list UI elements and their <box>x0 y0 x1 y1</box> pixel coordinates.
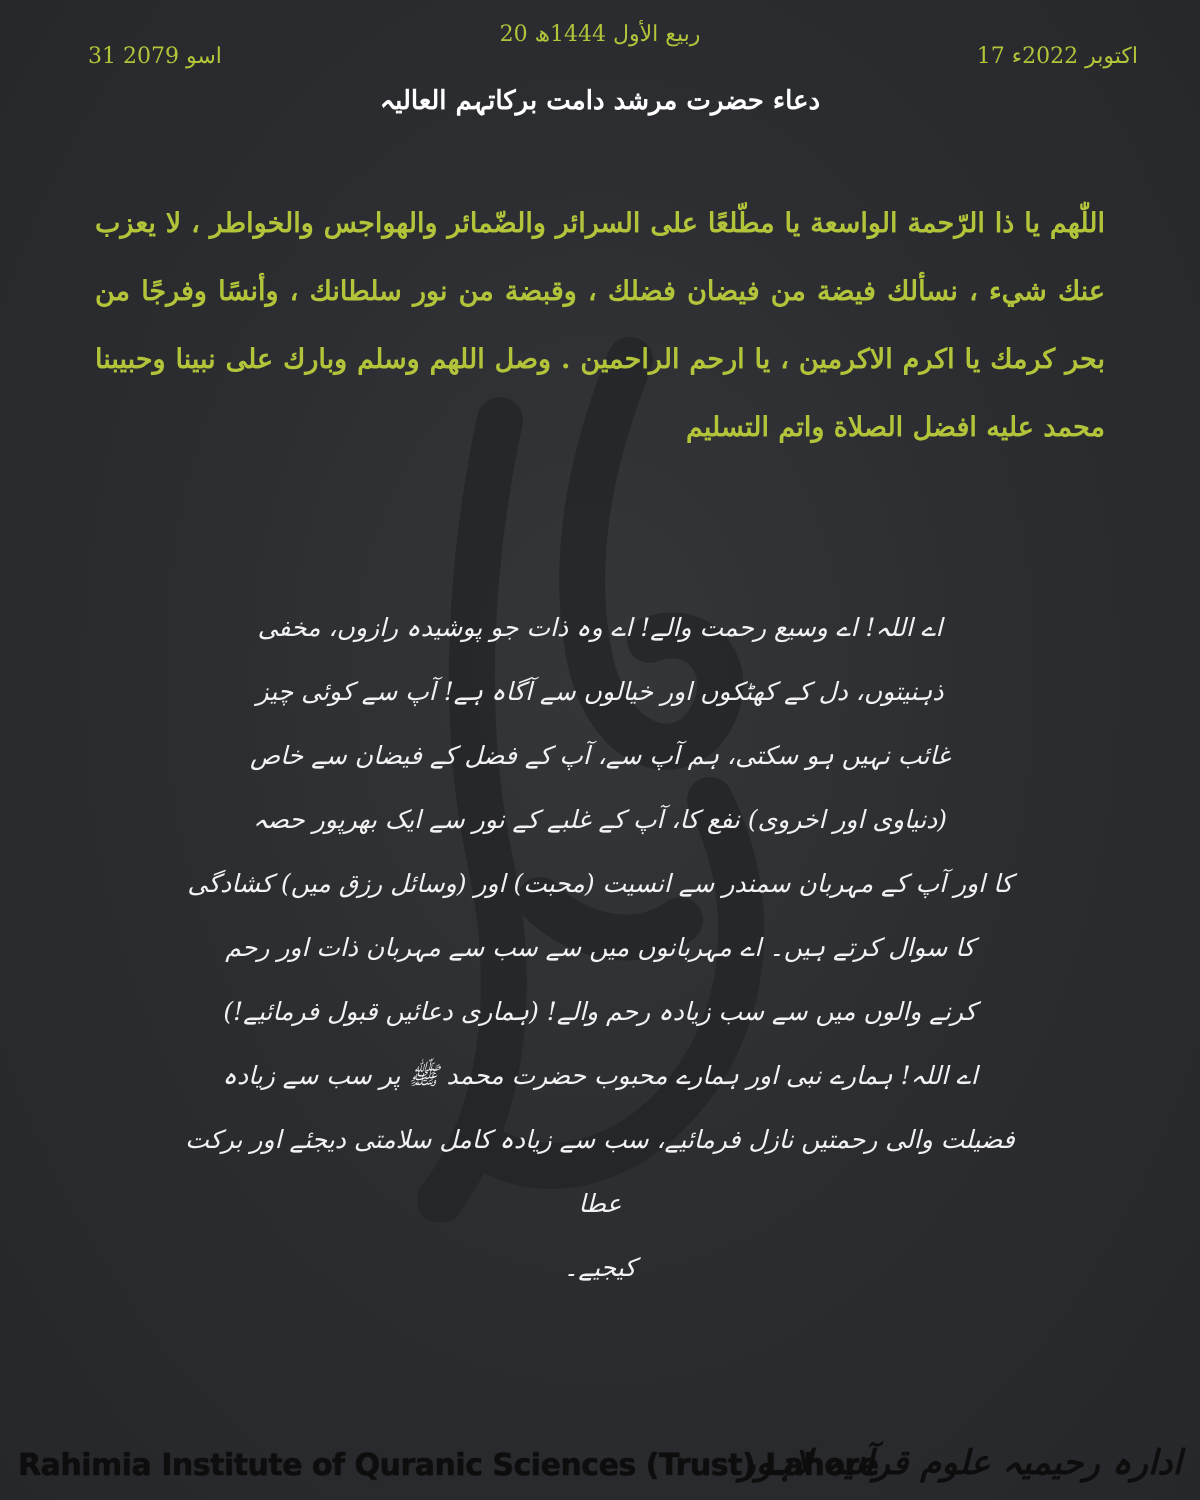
hijri-date: 20 ربیع الأول 1444ھ <box>499 22 701 47</box>
urdu-line: ذہنیتوں، دل کے کھٹکوں اور خیالوں سے آگاہ ہے! آپ سے کوئی چیز <box>256 677 944 706</box>
urdu-line: (دنیاوی اور اخروی) نفع کا، آپ کے غلبے کے نور سے ایک بھرپور حصہ <box>252 805 948 834</box>
urdu-line: کرنے والوں میں سے سب زیادہ رحم والے! (ہماری دعائیں قبول فرمائیے!) <box>223 997 977 1026</box>
urdu-translation <box>175 596 1025 1300</box>
institute-name-urdu-logo: ادارہ رحیمیہ علوم قرآنیہ لاہور <box>739 1443 1182 1483</box>
urdu-line: اے اللہ! ہمارے نبی اور ہمارے محبوب حضرت محمد ﷺ پر سب سے زیادہ <box>222 1061 978 1090</box>
urdu-line: اے اللہ! اے وسیع رحمت والے! اے وہ ذات جو پوشیدہ رازوں، مخفی <box>257 613 943 642</box>
gregorian-date: 17 اکتوبر 2022ء <box>976 44 1138 69</box>
bikrami-date: 31 اسو 2079 <box>88 44 222 69</box>
page-title: دعاء حضرت مرشد دامت برکاتہم العالیہ <box>379 86 821 116</box>
footer <box>0 1440 1200 1500</box>
urdu-line: کا اور آپ کے مہربان سمندر سے انسیت (محبت) اور (وسائل رزق میں) کشادگی <box>187 869 1013 898</box>
institute-name-english: Rahimia Institute of Quranic Sciences (Trust) Lahore <box>18 1448 879 1483</box>
urdu-line: غائب نہیں ہو سکتی، ہم آپ سے، آپ کے فضل کے فیضان سے خاص <box>249 741 951 770</box>
urdu-line: کا سوال کرتے ہیں۔ اے مہربانوں میں سے سب سے مہربان ذات اور رحم <box>225 933 975 962</box>
arabic-dua-text: اللّٰھم یا ذا الرّحمة الواسعة یا مطّلعًا علی السرائر والضّمائر والھواجس والخواطر ، لا یعزب عنك شيء ، نسألك فیضة من فیضان فضلك ، وقبضة من نور سلطانك ، وأنسًا وفرجًا من بحر کرمك یا اکرم الاکرمین ، یا ارحم الراحمین . وصل اللھم وسلم وبارك علی نبینا وحبیبنا محمد علیه افضل الصلاة واتم التسلیم <box>95 208 1105 443</box>
urdu-line: فضیلت والی رحمتیں نازل فرمائیے، سب سے زیادہ کامل سلامتی دیجئے اور برکت عطا <box>185 1125 1015 1218</box>
urdu-line: کیجیے۔ <box>563 1253 637 1282</box>
